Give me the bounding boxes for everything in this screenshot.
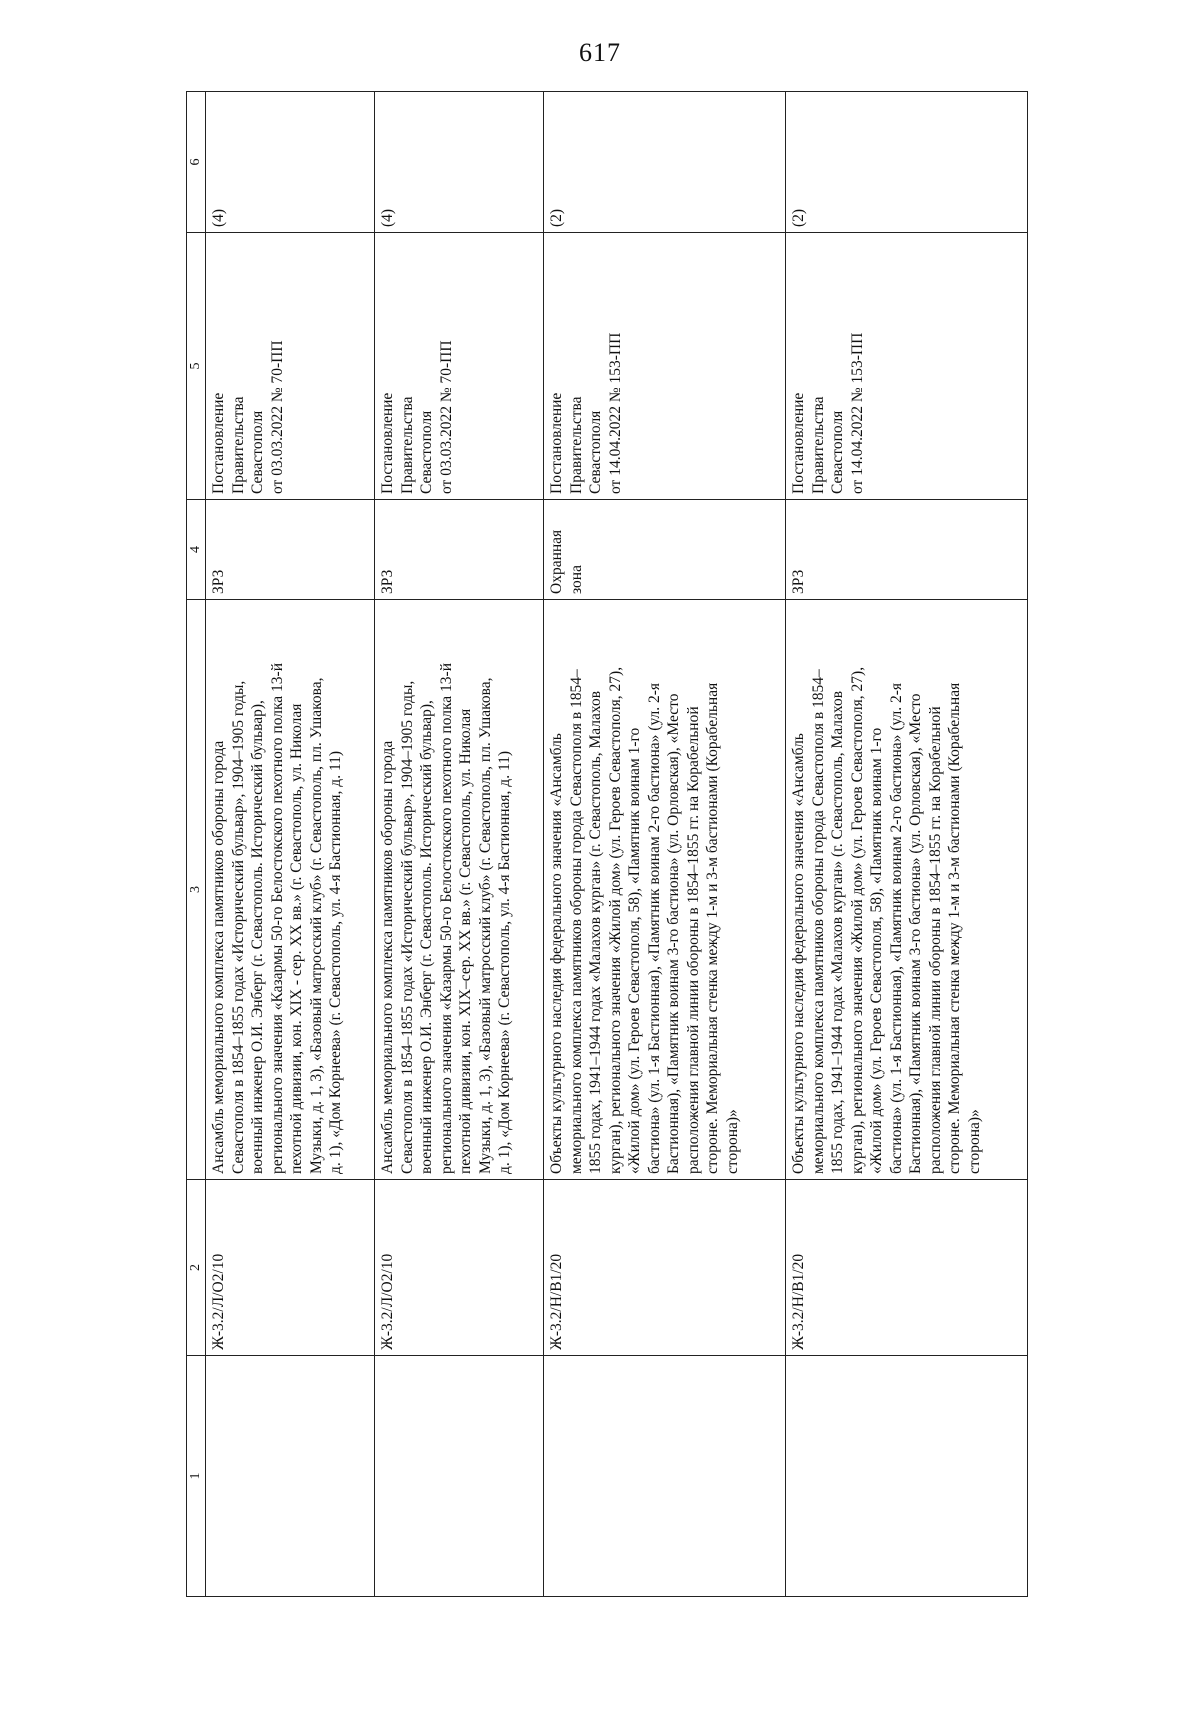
cell-code: Ж-3.2/Н/В1/20	[786, 1180, 1028, 1356]
cell-zone: Охранная зона	[544, 500, 786, 600]
cell-description: Объекты культурного наследия федерального значения «Ансамбль мемориального комплекса памятников обороны города Севастополя в 1854– 1855 годах, 1941–1944 годах «Малахов курган» (г. Севастополь, Малахов курган), регионального значения «Жилой дом» (ул. Героев Севастополя, 27), «Жилой дом» (ул. Героев Севастополя, 58), «Памятник воинам 1-го бастиона» (ул. 1-я Бастионная), «Памятник воинам 2-го бастиона» (ул. 2-я Бастионная), «Памятник воинам 3-го бастиона» (ул. Орловская), «Место расположения главной линии обороны в 1854–1855 гг. на Корабельной стороне. Мемориальная стенка между 1-м и 3-м бастионами (Корабельная сторона)»	[544, 600, 786, 1180]
cell-col1	[786, 1356, 1028, 1597]
cell-note: (2)	[786, 92, 1028, 233]
table-header-row	[187, 92, 206, 1597]
header-col-4: 4	[187, 500, 206, 600]
cell-document: Постановление Правительства Севастополя от 14.04.2022 № 153-ПП	[544, 233, 786, 500]
cell-col1	[544, 1356, 786, 1597]
cell-zone: ЗРЗ	[206, 500, 375, 600]
cell-col1	[206, 1356, 375, 1597]
table-row	[544, 92, 786, 1597]
cell-code: Ж-3.2/Н/В1/20	[544, 1180, 786, 1356]
header-col-6: 6	[187, 92, 206, 233]
table-row	[206, 92, 375, 1597]
table-row	[375, 92, 544, 1597]
table-row	[786, 92, 1028, 1597]
page-number: 617	[579, 38, 621, 67]
header-col-5: 5	[187, 233, 206, 500]
rotated-table-container	[186, 92, 1010, 1597]
cell-note: (4)	[206, 92, 375, 233]
header-col-2: 2	[187, 1180, 206, 1356]
cell-code: Ж-3.2/Л/О2/10	[375, 1180, 544, 1356]
zones-table	[186, 91, 1028, 1597]
cell-description: Ансамбль мемориального комплекса памятников обороны города Севастополя в 1854–1855 годах «Исторический бульвар», 1904–1905 годы, военный инженер О.И. Энберг (г. Севастополь. Исторический бульвар), регионального значения «Казармы 50-го Белостокского пехотного полка 13-й пехотной дивизии, кон. XIX–сер. XX вв.» (г. Севастополь, ул. Николая Музыки, д. 1, 3), «Базовый матросский клуб» (г. Севастополь, пл. Ушакова, д. 1), «Дом Корнеева» (г. Севастополь, ул. 4-я Бастионная, д. 11)	[375, 600, 544, 1180]
header-col-1: 1	[187, 1356, 206, 1597]
cell-code: Ж-3.2/Л/О2/10	[206, 1180, 375, 1356]
cell-description: Объекты культурного наследия федерального значения «Ансамбль мемориального комплекса памятников обороны города Севастополя в 1854– 1855 годах, 1941–1944 годах «Малахов курган» (г. Севастополь, Малахов курган), регионального значения «Жилой дом» (ул. Героев Севастополя, 27), «Жилой дом» (ул. Героев Севастополя, 58), «Памятник воинам 1-го бастиона» (ул. 1-я Бастионная), «Памятник воинам 2-го бастиона» (ул. 2-я Бастионная), «Памятник воинам 3-го бастиона» (ул. Орловская), «Место расположения главной линии обороны в 1854–1855 гг. на Корабельной стороне. Мемориальная стенка между 1-м и 3-м бастионами (Корабельная сторона)»	[786, 600, 1028, 1180]
cell-document: Постановление Правительства Севастополя от 03.03.2022 № 70-ПП	[206, 233, 375, 500]
cell-col1	[375, 1356, 544, 1597]
header-col-3: 3	[187, 600, 206, 1180]
cell-document: Постановление Правительства Севастополя от 03.03.2022 № 70-ПП	[375, 233, 544, 500]
cell-zone: ЗРЗ	[786, 500, 1028, 600]
cell-zone: ЗРЗ	[375, 500, 544, 600]
cell-note: (2)	[544, 92, 786, 233]
cell-document: Постановление Правительства Севастополя от 14.04.2022 № 153-ПП	[786, 233, 1028, 500]
cell-description: Ансамбль мемориального комплекса памятников обороны города Севастополя в 1854–1855 годах «Исторический бульвар», 1904–1905 годы, военный инженер О.И. Энберг (г. Севастополь. Исторический бульвар), регионального значения «Казармы 50-го Белостокского пехотного полка 13-й пехотной дивизии, кон. XIX - сер. XX вв.» (г. Севастополь, ул. Николая Музыки, д. 1, 3), «Базовый матросский клуб» (г. Севастополь, пл. Ушакова, д. 1), «Дом Корнеева» (г. Севастополь, ул. 4-я Бастионная, д. 11)	[206, 600, 375, 1180]
cell-note: (4)	[375, 92, 544, 233]
